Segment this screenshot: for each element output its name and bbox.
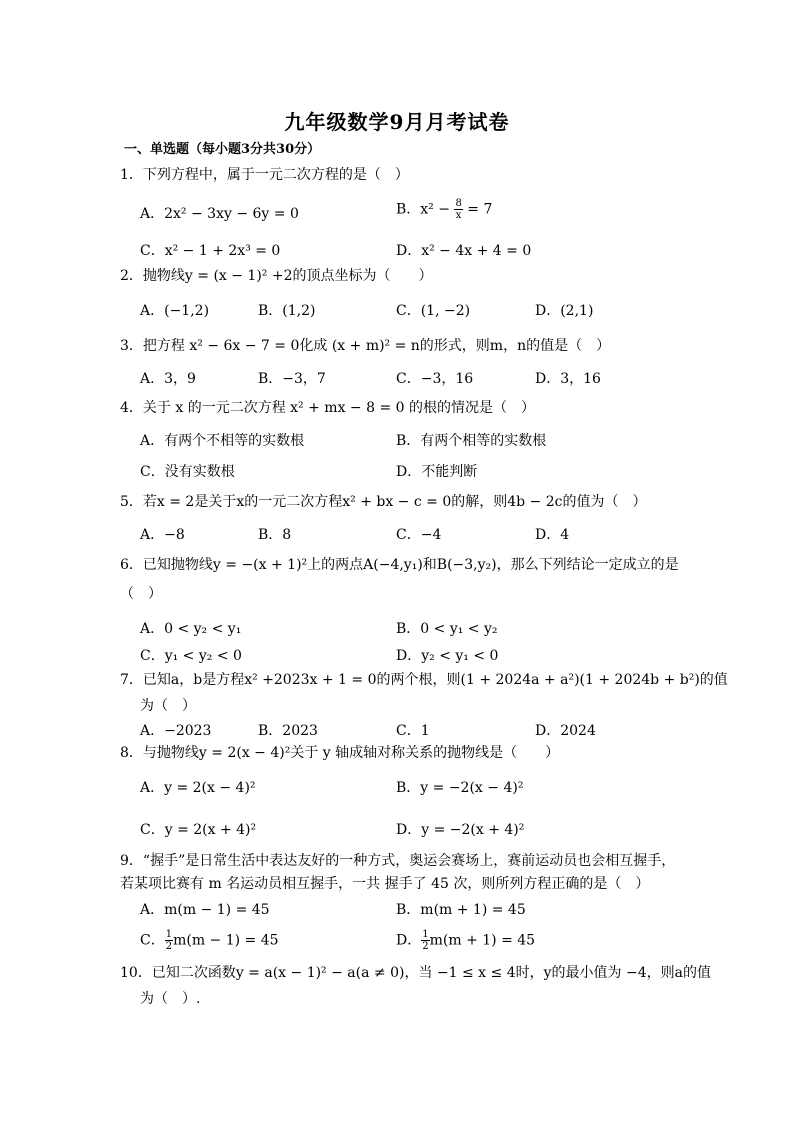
question-8-option-b: B．y = −2(x − 4)² <box>396 780 524 796</box>
question-6-option-d: D．y₂ < y₁ < 0 <box>396 648 499 664</box>
question-4-option-a: A．有两个不相等的实数根 <box>140 433 305 449</box>
question-3-option-d: D．3，16 <box>535 371 601 387</box>
question-5-option-c: C．−4 <box>396 527 442 543</box>
question-7-option-c: C．1 <box>396 723 430 739</box>
question-7-option-a: A．−2023 <box>140 723 212 739</box>
question-6-option-b: B．0 < y₁ < y₂ <box>396 621 498 637</box>
question-5-option-d: D．4 <box>535 527 570 543</box>
question-7-option-b: B．2023 <box>258 723 318 739</box>
question-4-option-b: B．有两个相等的实数根 <box>396 433 547 449</box>
question-3-stem: 3．把方程 x² − 6x − 7 = 0化成 (x + m)² = n的形式，则m，n的值是（ ） <box>120 338 611 354</box>
question-10-stem: 10．已知二次函数y = a(x − 1)² − a(a ≠ 0)，当 −1 ≤ x ≤ 4时，y的最小值为 −4，则a的值 <box>120 965 711 981</box>
question-1-option-a: A．2x² − 3xy − 6y = 0 <box>140 206 299 222</box>
question-6-option-c: C．y₁ < y₂ < 0 <box>140 648 242 664</box>
fraction: $\frac{8}{x}$ <box>455 198 462 221</box>
question-1-stem: 1．下列方程中，属于一元二次方程的是（ ） <box>120 167 409 183</box>
fraction-half: $\frac{1}{2}$ <box>422 929 429 952</box>
question-6-stem-cont: （ ） <box>120 586 162 602</box>
question-5-option-b: B．8 <box>258 527 292 543</box>
question-4-stem: 4．关于 x 的一元二次方程 x² + mx − 8 = 0 的根的情况是（ ） <box>120 400 535 416</box>
question-4-option-c: C．没有实数根 <box>140 464 235 480</box>
question-5-option-a: A．−8 <box>140 527 185 543</box>
question-2-option-b: B．(1,2) <box>258 303 316 319</box>
question-9-option-c: C． $\frac{1}{2}$ m(m − 1) = 45 <box>140 929 279 952</box>
question-9-option-d: D． $\frac{1}{2}$ m(m + 1) = 45 <box>396 929 536 952</box>
question-8-option-d: D．y = −2(x + 4)² <box>396 822 525 838</box>
section-heading: 一、单选题（每小题3分共30分） <box>124 142 321 157</box>
page-title: 九年级数学9月月考试卷 <box>284 110 510 134</box>
question-5-stem: 5．若x = 2是关于x的一元二次方程x² + bx − c = 0的解，则4b − 2c的值为（ ） <box>120 494 647 510</box>
question-3-option-c: C．−3，16 <box>396 371 474 387</box>
question-8-stem: 8．与抛物线y = 2(x − 4)²关于 y 轴成轴对称关系的抛物线是（ ） <box>120 745 560 761</box>
question-2-option-c: C．(1, −2) <box>396 303 471 319</box>
question-7-stem: 7．已知a，b是方程x² +2023x + 1 = 0的两个根，则(1 + 2024a + a²)(1 + 2024b + b²)的值 <box>120 672 728 688</box>
question-3-option-a: A．3，9 <box>140 371 196 387</box>
question-3-option-b: B．−3，7 <box>258 371 326 387</box>
question-10-stem-cont: 为（ ）. <box>140 991 201 1007</box>
question-2-stem: 2．抛物线y = (x − 1)² +2的顶点坐标为（ ） <box>120 268 433 284</box>
fraction-half: $\frac{1}{2}$ <box>165 929 173 952</box>
question-7-option-d: D．2024 <box>535 723 596 739</box>
question-1-option-c: C．x² − 1 + 2x³ = 0 <box>140 243 281 259</box>
question-8-option-c: C．y = 2(x + 4)² <box>140 822 257 838</box>
question-9-option-a: A．m(m − 1) = 45 <box>140 902 270 918</box>
question-8-option-a: A．y = 2(x − 4)² <box>140 780 256 796</box>
question-6-option-a: A．0 < y₂ < y₁ <box>140 621 242 637</box>
question-6-stem: 6．已知抛物线y = −(x + 1)²上的两点A(−4,y₁)和B(−3,y₂)，那么下列结论一定成立的是 <box>120 557 679 573</box>
question-2-option-d: D．(2,1) <box>535 303 594 319</box>
question-1-option-d: D．x² − 4x + 4 = 0 <box>396 243 532 259</box>
question-1-option-b: B．x² − $\frac{8}{x}$ = 7 <box>396 198 493 221</box>
question-9-stem-cont: 若某项比赛有 m 名运动员相互握手，一共 握手了 45 次，则所列方程正确的是（ ） <box>120 876 650 892</box>
question-2-option-a: A．(−1,2) <box>140 303 210 319</box>
question-9-option-b: B．m(m + 1) = 45 <box>396 902 526 918</box>
question-4-option-d: D．不能判断 <box>396 464 478 480</box>
question-7-stem-cont: 为（ ） <box>140 698 196 714</box>
question-9-stem: 9．“握手”是日常生活中表达友好的一种方式，奥运会赛场上，赛前运动员也会相互握手， <box>120 853 676 869</box>
